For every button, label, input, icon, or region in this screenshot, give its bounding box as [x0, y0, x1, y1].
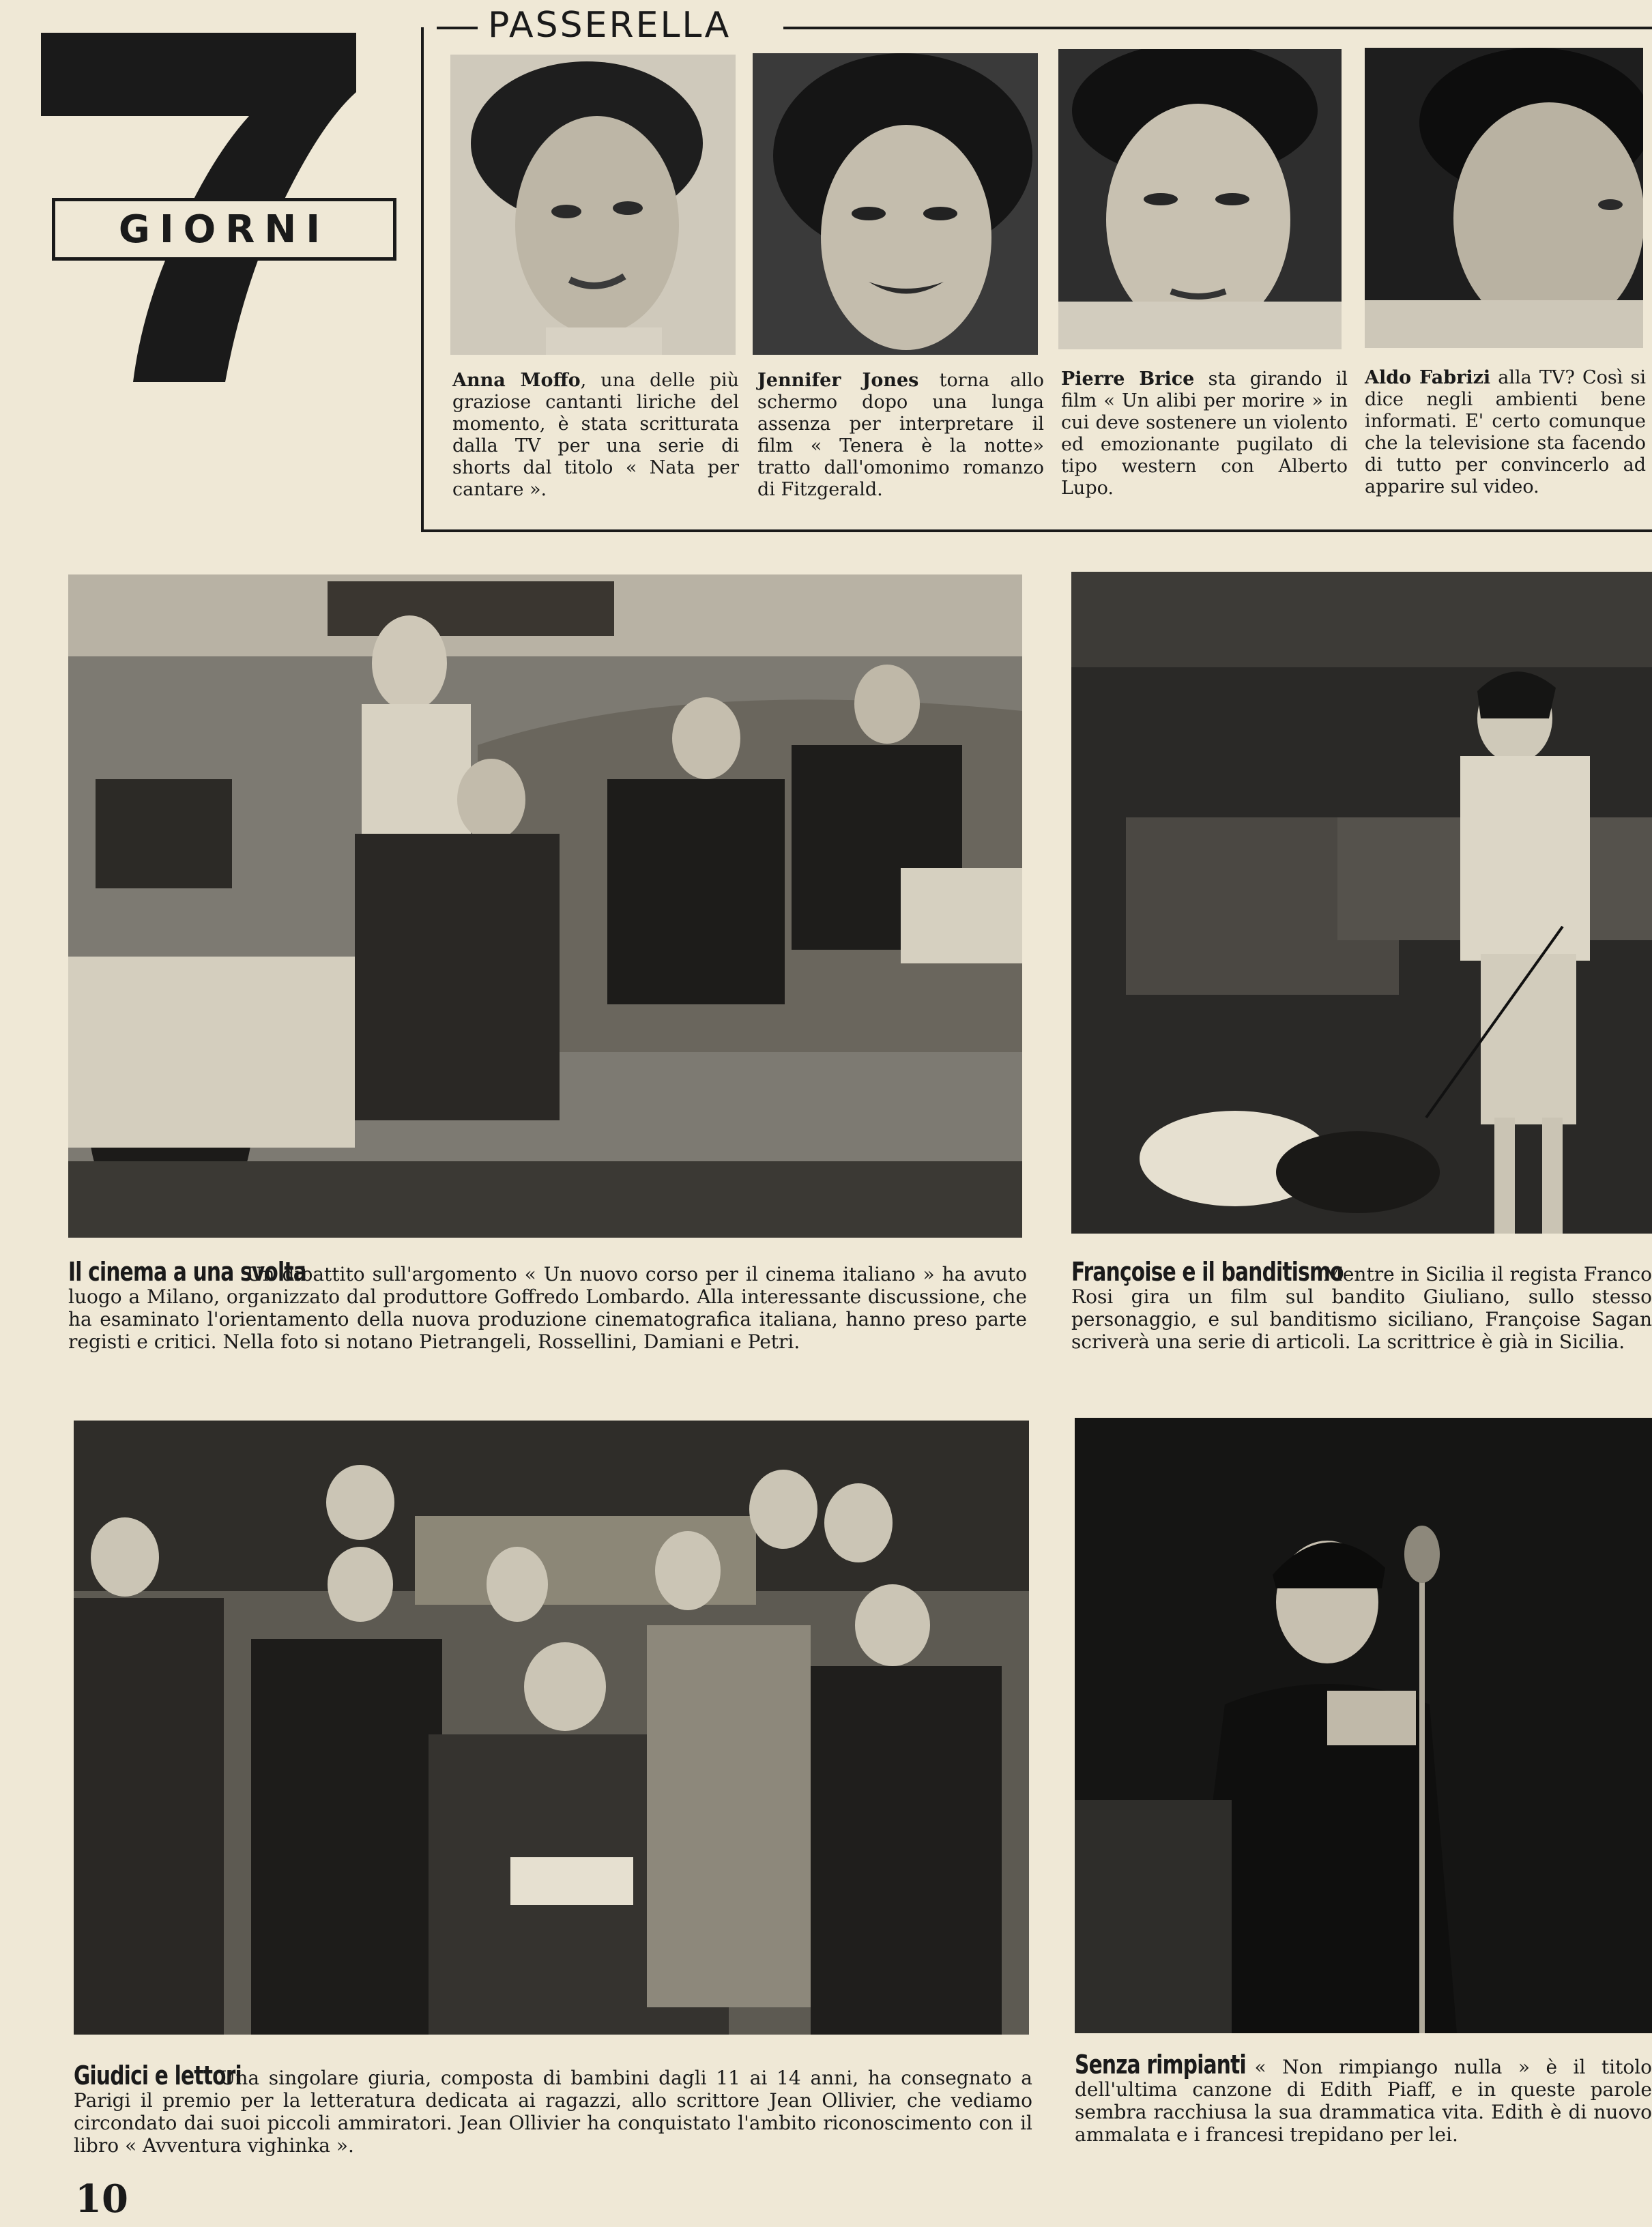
article-text: Un dibattito sull'argomento « Un nuovo corso per il cinema italiano » ha avuto luogo a Milano, organizzato dal produttore Goffredo Lombardo. Alla interessante discussione, che ha esaminato l'orientamento della nuova produzione cinematografica italiana, hanno preso parte registi e critici. Nella foto si notano Pietrangeli, Rossellini, Damiani e Petri.: [68, 1263, 1027, 1353]
person-name: Jennifer Jones: [757, 370, 919, 391]
article-text: Mentre in Sicilia il regista Franco Rosi gira un film sul bandito Giuliano, sullo stesso personaggio, e sul banditismo siciliano, Françoise Sagan scriverà una serie di articoli. La scrittrice è già in Sicilia.: [1071, 1263, 1652, 1353]
article-francoise: [1071, 1257, 1652, 1353]
passerella-rule: [783, 27, 1652, 29]
caption-text: torna allo schermo dopo una lunga assenza per interpretare il film « Tenera è la notte» tratto dall'omonimo romanzo di Fitzgerald.: [757, 370, 1044, 500]
photo-edith-piaf: [1075, 1418, 1652, 2033]
article-headline: Senza rimpianti: [1075, 2050, 1246, 2080]
article-giudici: [74, 2061, 1032, 2157]
passerella-caption: [757, 370, 1044, 501]
passerella-caption: [1365, 367, 1646, 498]
portrait-pierre-brice: [1058, 49, 1342, 349]
article-cinema: [68, 1257, 1027, 1353]
article-piaf: [1075, 2050, 1652, 2146]
photo-cinema-debate: [68, 574, 1022, 1238]
article-text: Una singolare giuria, composta di bambini dagli 11 ai 14 anni, ha consegnato a Parigi il premio per la letteratura dedicata ai ragazzi, allo scrittore Jean Ollivier, che vediamo circondato dai suoi piccoli ammiratori. Jean Ollivier ha conquistato l'ambito riconoscimento con il libro « Avventura vighinka ».: [74, 2067, 1032, 2157]
caption-text: sta girando il film « Un alibi per morire » in cui deve sostenere un violento ed emozionante pugilato di tipo western con Alberto Lupo.: [1061, 368, 1348, 499]
passerella-rule: [437, 27, 478, 29]
portrait-anna-moffo: [450, 55, 736, 355]
caption-text: alla TV? Così si dice negli ambienti bene informati. E' certo comunque che la televisione sta facendo di tutto per convincerlo ad apparire sul video.: [1365, 367, 1646, 497]
photo-francoise-sagan: [1071, 572, 1652, 1234]
passerella-caption: [452, 370, 739, 501]
portrait-aldo-fabrizi: [1365, 48, 1643, 348]
article-headline: Giudici e lettori: [74, 2061, 242, 2091]
passerella-title: PASSERELLA: [488, 5, 731, 46]
person-name: Aldo Fabrizi: [1365, 367, 1491, 388]
article-headline: Il cinema a una svolta: [68, 1257, 306, 1287]
giorni-label: GIORNI: [52, 198, 396, 261]
article-text: « Non rimpiango nulla » è il titolo dell'ultima canzone di Edith Piaff, e in queste parole sembra racchiusa la sua drammatica vita. Edith è di nuovo ammalata e i francesi trepidano per lei.: [1075, 2056, 1652, 2146]
person-name: Anna Moffo: [452, 370, 581, 391]
caption-text: , una delle più graziose cantanti liriche del momento, è stata scritturata dalla TV per una serie di shorts dal titolo « Nata per cantare ».: [452, 370, 739, 500]
passerella-caption: [1061, 368, 1348, 499]
photo-giudici-lettori: [74, 1421, 1029, 2035]
portrait-jennifer-jones: [753, 53, 1038, 355]
page-number: 10: [75, 2177, 128, 2222]
person-name: Pierre Brice: [1061, 368, 1195, 390]
article-headline: Françoise e il banditismo: [1071, 1257, 1344, 1287]
